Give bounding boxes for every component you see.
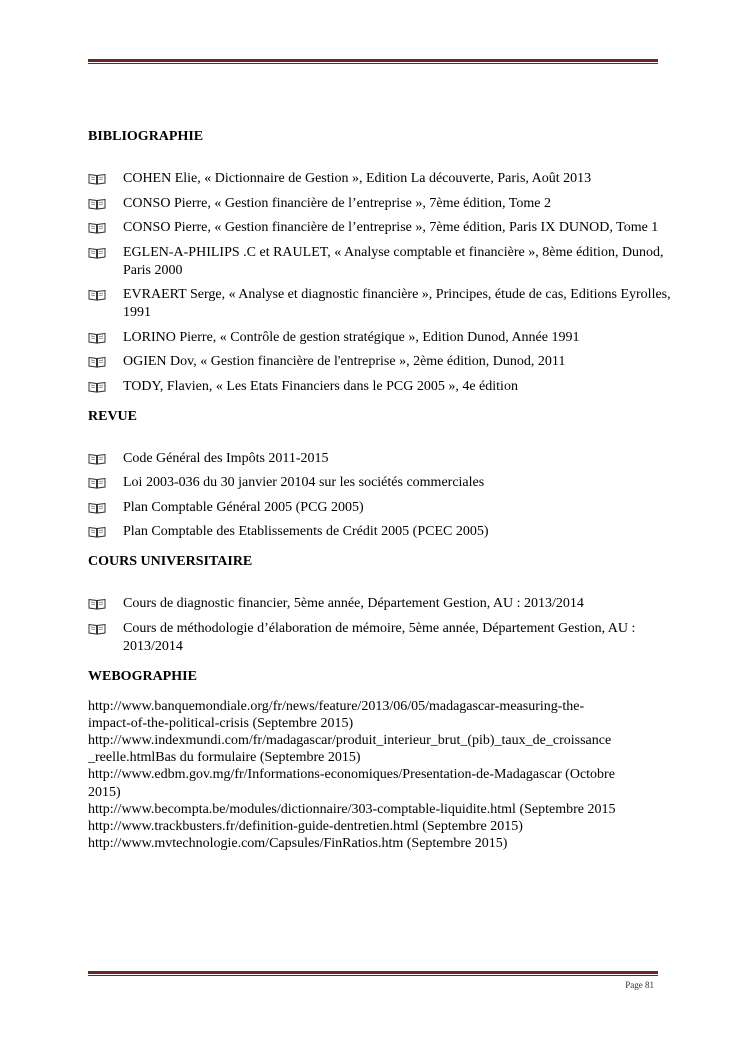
reference-text: Cours de méthodologie d’élaboration de mémoire, 5ème année, Département Gestion, AU : 2013/2014	[123, 620, 636, 654]
list-item	[88, 378, 678, 396]
book-icon	[88, 289, 106, 301]
reference-text: OGIEN Dov, « Gestion financière de l'entreprise », 2ème édition, Dunod, 2011	[123, 354, 566, 369]
reference-text: EGLEN-A-PHILIPS .C et RAULET, « Analyse comptable et financière », 8ème édition, Dunod, Paris 2000	[123, 244, 664, 278]
section-title-revue: REVUE	[88, 408, 138, 424]
web-link-line[interactable]: http://www.indexmundi.com/fr/madagascar/produit_interieur_brut_(pib)_taux_de_croissance	[88, 732, 612, 748]
book-icon	[88, 598, 106, 610]
list-item	[88, 523, 678, 541]
reference-text: Plan Comptable des Etablissements de Crédit 2005 (PCEC 2005)	[123, 524, 489, 539]
web-link-line: impact-of-the-political-crisis (Septembre 2015)	[88, 715, 354, 731]
list-item	[88, 195, 678, 213]
page-content	[88, 128, 678, 852]
list-item	[88, 499, 678, 517]
reference-text: Plan Comptable Général 2005 (PCG 2005)	[123, 499, 364, 515]
reference-text: Code Général des Impôts 2011-2015	[123, 450, 329, 466]
revue-list	[88, 450, 678, 542]
reference-text: Loi 2003-036 du 30 janvier 20104 sur les sociétés commerciales	[123, 475, 485, 490]
book-icon	[88, 381, 106, 393]
webographie-list	[88, 698, 678, 853]
list-item	[88, 244, 678, 280]
reference-text: CONSO Pierre, « Gestion financière de l’entreprise », 7ème édition, Paris IX DUNOD, Tome 1	[123, 220, 659, 235]
list-item	[88, 620, 678, 656]
section-title-cours: COURS UNIVERSITAIRE	[88, 554, 253, 569]
book-icon	[88, 477, 106, 489]
list-item	[88, 170, 678, 188]
section-title-webographie: WEBOGRAPHIE	[88, 668, 197, 684]
list-item	[88, 329, 678, 347]
book-icon	[88, 332, 106, 344]
reference-text: TODY, Flavien, « Les Etats Financiers dans le PCG 2005 », 4e édition	[123, 378, 518, 394]
list-item	[88, 353, 678, 371]
web-link-line: 2015)	[88, 784, 121, 800]
book-icon	[88, 526, 106, 538]
web-link-line: _reelle.htmlBas du formulaire (Septembre 2015)	[88, 750, 361, 766]
footer-rule	[88, 971, 658, 976]
web-link-line[interactable]: http://www.trackbusters.fr/definition-guide-dentretien.html (Septembre 2015)	[88, 818, 523, 834]
reference-text: Cours de diagnostic financier, 5ème année, Département Gestion, AU : 2013/2014	[123, 596, 584, 611]
list-item	[88, 450, 678, 468]
section-title-bibliographie: BIBLIOGRAPHIE	[88, 129, 204, 144]
cours-list	[88, 595, 678, 656]
book-icon	[88, 356, 106, 368]
web-link-line[interactable]: http://www.banquemondiale.org/fr/news/feature/2013/06/05/madagascar-measuring-the-	[88, 698, 585, 714]
book-icon	[88, 453, 106, 465]
book-icon	[88, 222, 106, 234]
book-icon	[88, 247, 106, 259]
book-icon	[88, 198, 106, 210]
reference-text: COHEN Elie, « Dictionnaire de Gestion », Edition La découverte, Paris, Août 2013	[123, 171, 592, 186]
book-icon	[88, 502, 106, 514]
reference-text: EVRAERT Serge, « Analyse et diagnostic financière », Principes, étude de cas, Editions Eyrolles, 1991	[123, 287, 671, 320]
book-icon	[88, 173, 106, 185]
list-item	[88, 286, 678, 322]
book-icon	[88, 623, 106, 635]
bibliographie-list	[88, 170, 678, 396]
list-item	[88, 474, 678, 492]
header-rule	[88, 59, 658, 64]
list-item	[88, 595, 678, 613]
list-item	[88, 219, 678, 237]
web-link-line[interactable]: http://www.edbm.gov.mg/fr/Informations-economiques/Presentation-de-Madagascar (Octobre	[88, 767, 615, 783]
web-link-line[interactable]: http://www.mvtechnologie.com/Capsules/FinRatios.htm (Septembre 2015)	[88, 836, 508, 852]
reference-text: CONSO Pierre, « Gestion financière de l’entreprise », 7ème édition, Tome 2	[123, 195, 551, 211]
page-number: Page 81	[625, 980, 654, 990]
web-link-line[interactable]: http://www.becompta.be/modules/dictionnaire/303-comptable-liquidite.html (Septembre 2015	[88, 801, 616, 817]
reference-text: LORINO Pierre, « Contrôle de gestion stratégique », Edition Dunod, Année 1991	[123, 329, 580, 345]
